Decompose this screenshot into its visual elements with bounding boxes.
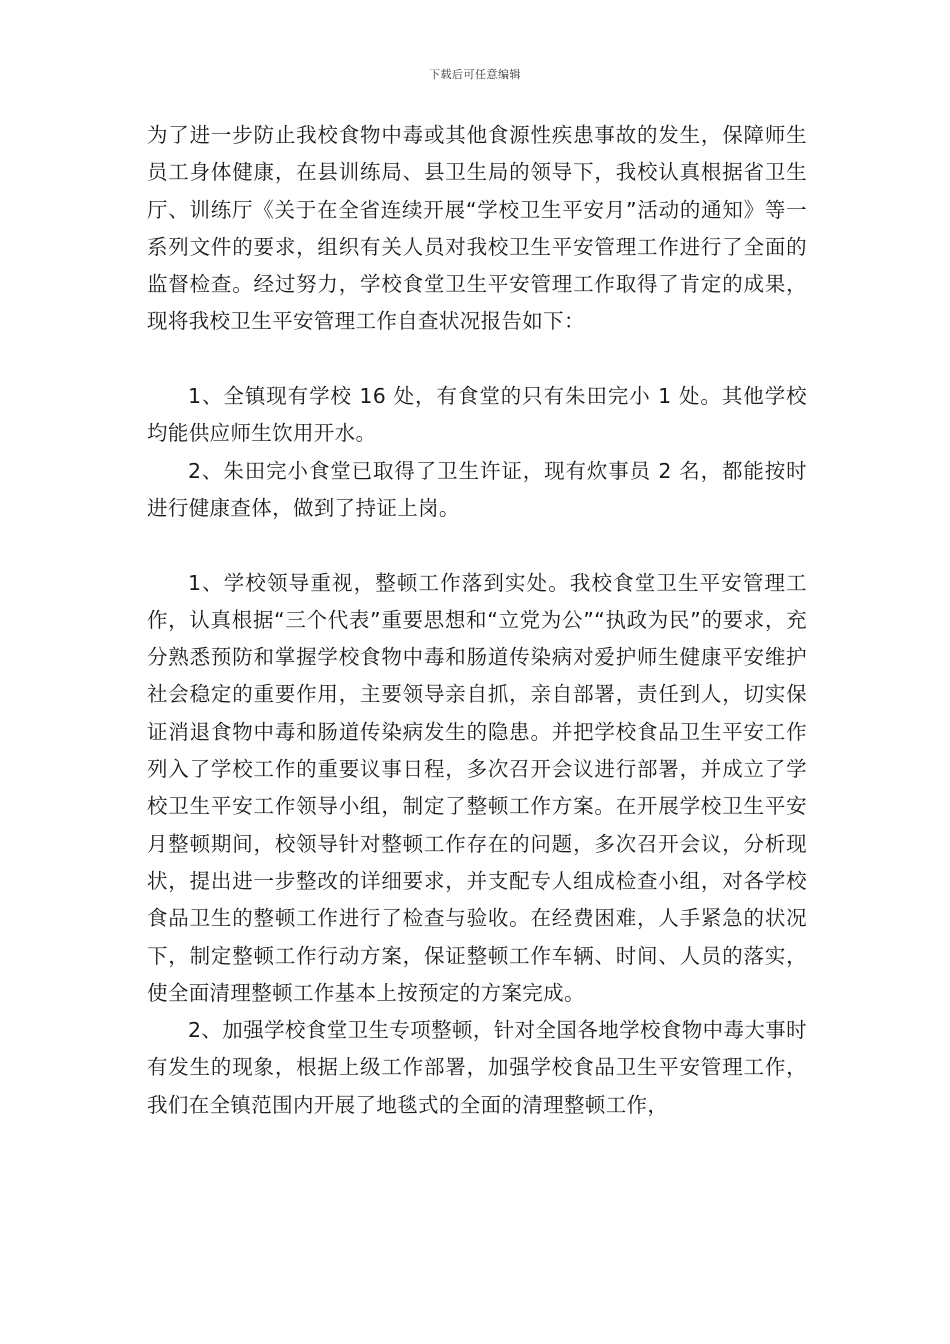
intro-paragraph: 为了进一步防止我校食物中毒或其他食源性疾患事故的发生，保障师生员工身体健康，在县训练局、县卫生局的领导下，我校认真根据省卫生厅、训练厅《关于在全省连续开展“学校卫生平安月”活动的通知》等一系列文件的要求，组织有关人员对我校卫生平安管理工作进行了全面的监督检查。经过努力，学校食堂卫生平安管理工作取得了肯定的成果，现将我校卫生平安管理工作自查状况报告如下： bbox=[147, 123, 807, 334]
section2-paragraph-1: 1、学校领导重视，整顿工作落到实处。我校食堂卫生平安管理工作，认真根据“三个代表”重要思想和“立党为公”“执政为民”的要求，充分熟悉预防和掌握学校食物中毒和肠道传染病对爱护师生健康平安维护社会稳定的重要作用，主要领导亲自抓，亲自部署，责任到人，切实保证消退食物中毒和肠道传染病发生的隐患。并把学校食品卫生平安工作列入了学校工作的重要议事日程，多次召开会议进行部署，并成立了学校卫生平安工作领导小组，制定了整顿工作方案。在开展学校卫生平安月整顿期间，校领导针对整顿工作存在的问题，多次召开会议，分析现状，提出进一步整改的详细要求，并支配专人组成检查小组，对各学校食品卫生的整顿工作进行了检查与验收。在经费困难，人手紧急的状况下，制定整顿工作行动方案，保证整顿工作车辆、时间、人员的落实，使全面清理整顿工作基本上按预定的方案完成。 bbox=[147, 570, 807, 1005]
section-gap bbox=[147, 341, 807, 378]
document-body bbox=[147, 117, 807, 1124]
section1-paragraph-1: 1、全镇现有学校 16 处，有食堂的只有朱田完小 1 处。其他学校均能供应师生饮用开水。 bbox=[147, 384, 807, 446]
section1-paragraph-2: 2、朱田完小食堂已取得了卫生许证，现有炊事员 2 名，都能按时进行健康查体，做到了持证上岗。 bbox=[147, 458, 807, 520]
section2-paragraph-2: 2、加强学校食堂卫生专项整顿，针对全国各地学校食物中毒大事时有发生的现象，根据上级工作部署，加强学校食品卫生平安管理工作，我们在全镇范围内开展了地毯式的全面的清理整顿工作， bbox=[147, 1018, 807, 1117]
page-header-note: 下载后可任意编辑 bbox=[429, 68, 521, 81]
section-gap bbox=[147, 527, 807, 564]
